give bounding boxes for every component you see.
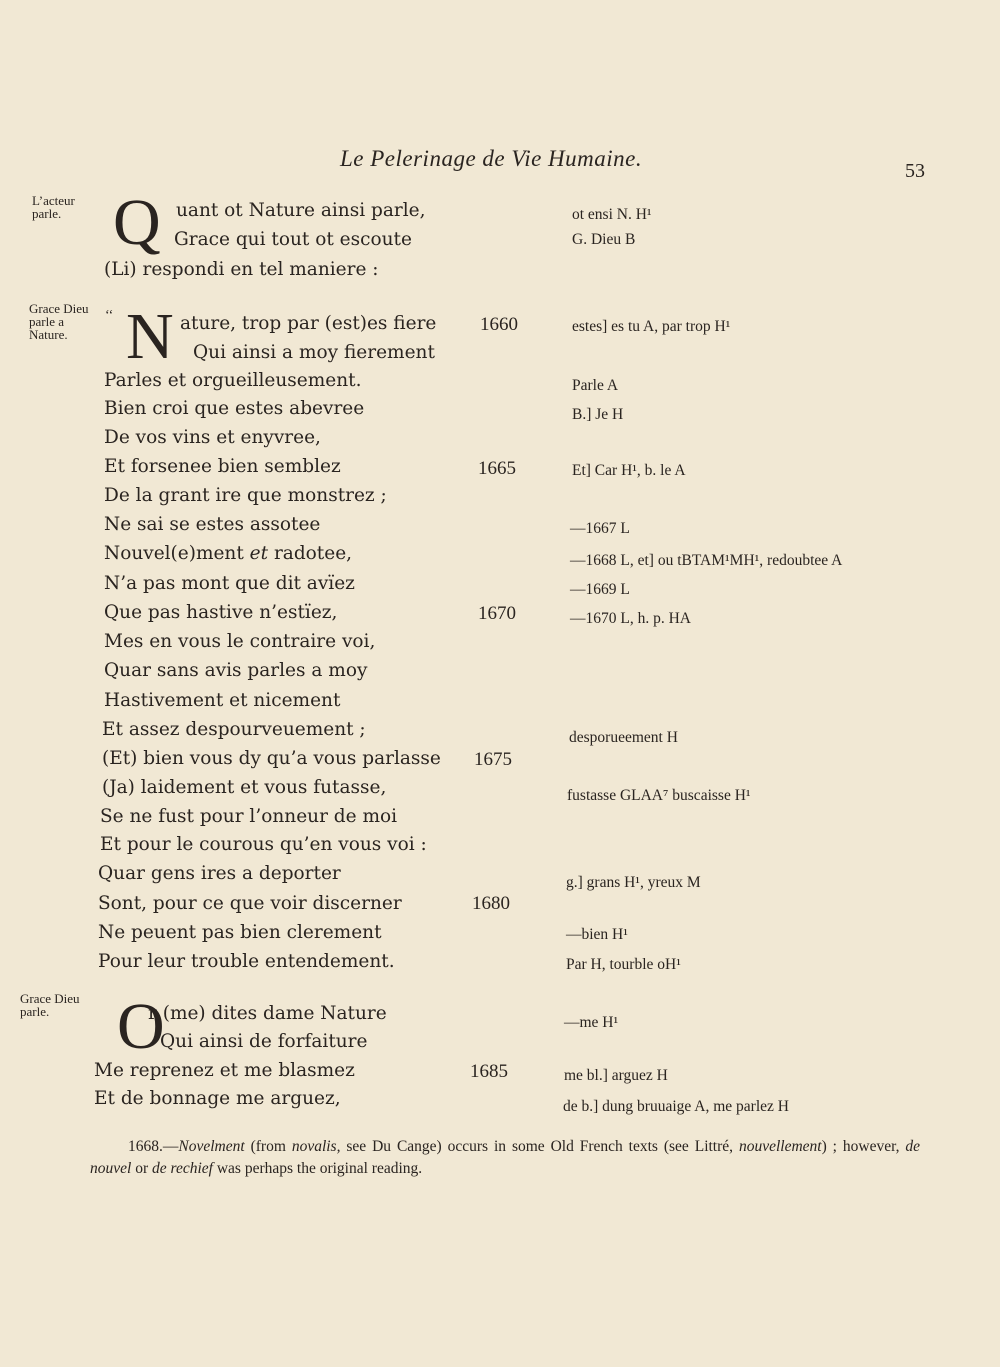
margin-note-grace-dieu-nature: Grace Dieu parle a Nature. [29, 301, 89, 342]
variant-reading: desporueement H [569, 729, 678, 746]
variant-reading: ot ensi N. H¹ [572, 206, 652, 223]
footnote-text: was perhaps the original reading. [216, 1160, 423, 1177]
verse-line: De la grant ire que monstrez ; [104, 485, 387, 506]
variant-reading: G. Dieu B [572, 231, 636, 248]
verse-line: Quar sans avis parles a moy [104, 660, 368, 681]
verse-line: Bien croi que estes abevree [104, 398, 365, 419]
footnote-term: novalis, [291, 1138, 341, 1155]
line-number: 1670 [478, 603, 516, 624]
variant-reading: Parle A [572, 377, 619, 394]
verse-line: Pour leur trouble entendement. [98, 951, 395, 972]
variant-reading: de b.] dung bruuaige A, me parlez H [563, 1098, 789, 1115]
verse-line: Et de bonnage me arguez, [94, 1088, 341, 1109]
variant-reading: g.] grans H¹, yreux M [566, 874, 701, 891]
variant-reading: —bien H¹ [566, 926, 628, 943]
verse-line: De vos vins et enyvree, [104, 427, 321, 448]
variant-reading: Et] Car H¹, b. le A [572, 462, 686, 479]
footnote-text: or [135, 1160, 149, 1177]
verse-text: radotee, [273, 543, 353, 564]
verse-italic-word: et [249, 543, 269, 564]
verse-text: Nouvel(e)ment [104, 543, 244, 564]
verse-line: (Ja) laidement et vous futasse, [102, 777, 387, 798]
variant-reading: —me H¹ [564, 1014, 619, 1031]
line-number: 1665 [478, 458, 516, 479]
footnote-term: de rechief [152, 1160, 213, 1177]
variant-reading: —1670 L, h. p. HA [570, 610, 691, 627]
verse-line: Parles et orgueilleusement. [104, 370, 362, 391]
line-number: 1675 [474, 749, 512, 770]
footnote-text: see Du Cange) occurs in some Old French texts (see Littré, [346, 1138, 734, 1155]
dropcap-o: O [117, 990, 165, 1063]
variant-reading: me bl.] arguez H [564, 1067, 668, 1084]
footnote [90, 1136, 920, 1180]
verse-line: Qui ainsi de forfaiture [160, 1031, 368, 1052]
verse-line-with-italic [104, 543, 352, 564]
margin-note-acteur: L’acteur parle. [32, 193, 75, 221]
verse-line: ature, trop par (est)es fiere [180, 313, 437, 334]
variant-reading: —1669 L [570, 581, 630, 598]
verse-line: Et forsenee bien semblez [104, 456, 341, 477]
verse-line: Que pas hastive n’estïez, [104, 602, 338, 623]
verse-line: Mes en vous le contraire voi, [104, 631, 376, 652]
dropcap-n: N [126, 300, 174, 373]
verse-line: Ne peuent pas bien clerement [98, 922, 382, 943]
line-number: 1680 [472, 893, 510, 914]
footnote-lead: 1668.— [128, 1138, 179, 1155]
verse-line: Qui ainsi a moy fierement [193, 342, 435, 363]
variant-reading: fustasse GLAA⁷ buscaisse H¹ [567, 787, 751, 804]
page-number: 53 [905, 160, 925, 182]
verse-line: Hastivement et nicement [104, 690, 341, 711]
verse-line: Ne sai se estes assotee [104, 514, 321, 535]
footnote-term: de nouvel [90, 1138, 921, 1177]
variant-reading: Par H, tourble oH¹ [566, 956, 681, 973]
verse-line: Et pour le courous qu’en vous voi : [100, 834, 427, 855]
verse-line: uant ot Nature ainsi parle, [176, 200, 426, 221]
margin-note-grace-dieu: Grace Dieu parle. [20, 991, 80, 1019]
verse-line: Et assez despourveuement ; [102, 719, 366, 740]
footnote-text: (from [250, 1138, 286, 1155]
variant-reading: B.] Je H [572, 406, 624, 423]
verse-line: Se ne fust pour l’onneur de moi [100, 806, 398, 827]
verse-line: r (me) dites dame Nature [148, 1003, 387, 1024]
variant-reading: —1668 L, et] ou tBTAM¹MH¹, redoubtee A [570, 552, 843, 569]
verse-line: N’a pas mont que dit avïez [104, 573, 355, 594]
opening-quote-mark: ‘‘ [105, 308, 114, 323]
verse-line: Quar gens ires a deporter [98, 863, 341, 884]
variant-reading: —1667 L [570, 520, 630, 537]
variant-reading: estes] es tu A, par trop H¹ [572, 318, 731, 335]
line-number: 1660 [480, 314, 518, 335]
footnote-text: ) ; however, [821, 1138, 900, 1155]
footnote-term: nouvellement [738, 1138, 822, 1155]
dropcap-q: Q [113, 186, 161, 259]
verse-line: (Li) respondi en tel maniere : [104, 259, 379, 280]
verse-line: (Et) bien vous dy qu’a vous parlasse [102, 748, 441, 769]
verse-line: Sont, pour ce que voir discerner [98, 893, 402, 914]
footnote-term: Novelment [178, 1138, 245, 1155]
verse-line: Grace qui tout ot escoute [174, 229, 412, 250]
verse-line: Me reprenez et me blasmez [94, 1060, 355, 1081]
line-number: 1685 [470, 1061, 508, 1082]
running-title: Le Pelerinage de Vie Humaine. [340, 146, 643, 171]
